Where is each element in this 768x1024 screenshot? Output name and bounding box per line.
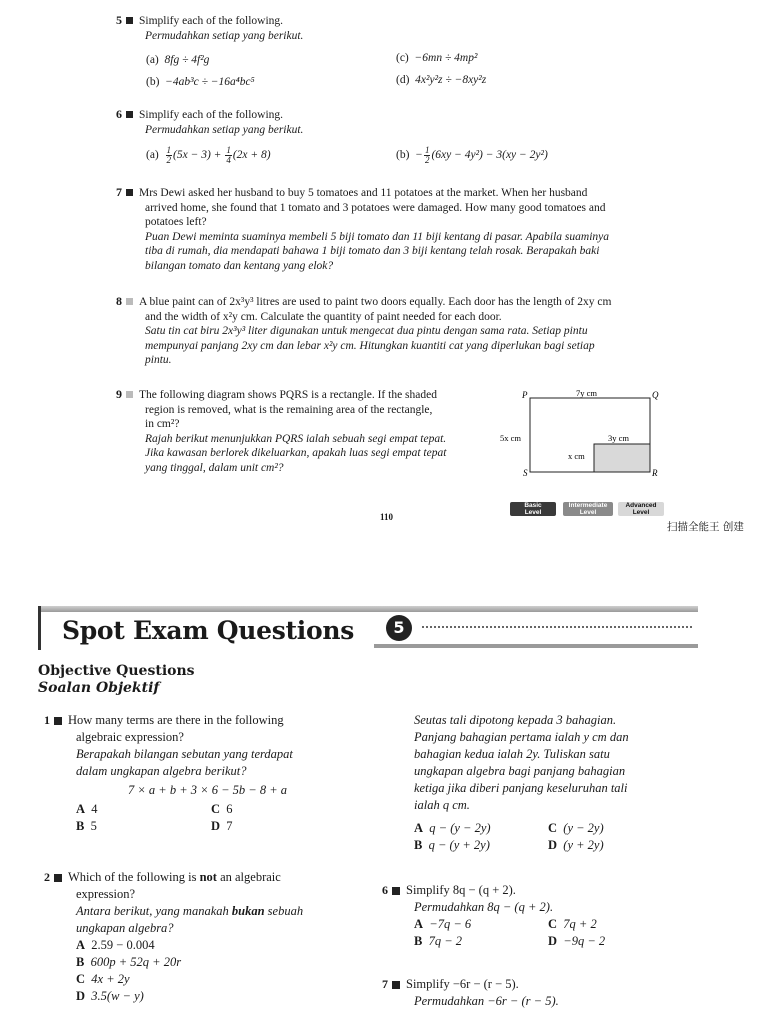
difficulty-square-icon xyxy=(126,189,133,196)
question-text-my: mempunyai panjang 2xy cm dan lebar x²y cm. Hitungkan kuantiti cat yang diperlukan bagi setiap xyxy=(145,339,595,352)
question-text-my: Permudahkan 8q − (q + 2). xyxy=(414,900,554,914)
objective-question-5-continued: Seutas tali dipotong kepada 3 bahagian. Panjang bahagian pertama ialah y cm dan bahagian kedua ialah 2y. Tuliskan satu ungkapan algebra bagi panjang bahagian ketiga jika diberi panjang keseluruhan tali ialah q cm. A q − (y − 2y) C (y − 2y) B q − (y + 2y) D (y + 2y) xyxy=(414,713,629,852)
chapter-badge: 5 xyxy=(386,615,412,641)
shaded-region xyxy=(594,444,650,472)
option-c: 6 xyxy=(226,802,233,816)
banner-left-rule xyxy=(38,606,41,650)
question-text-en: Simplify each of the following. xyxy=(139,15,284,27)
question-text-en: A blue paint can of 2x³y³ litres are used to paint two doors equally. Each door has the length of 2xy cm xyxy=(139,296,612,308)
question-number: 6 xyxy=(382,883,388,897)
option-c: 4x + 2y xyxy=(91,972,130,986)
option-d: (y + 2y) xyxy=(563,838,604,852)
vertex-s: S xyxy=(523,468,528,478)
question-text-en: potatoes left? xyxy=(145,216,207,228)
question-number: 7 xyxy=(382,977,388,991)
fraction: $\frac{1}{4}$ xyxy=(226,145,231,165)
objective-question-2: 2 Which of the following is not an algebraic expression? Antara berikut, yang manakah bukan sebuah ungkapan algebra? A 2.59 − 0.004 B 600p + 52q + 20r C 4x + 2y D 3.5(w − y) xyxy=(44,870,304,1003)
option-a: 2.59 − 0.004 xyxy=(91,938,155,952)
difficulty-square-icon xyxy=(54,874,62,882)
difficulty-square-icon xyxy=(126,298,133,305)
question-5 xyxy=(116,13,303,43)
question-text-en: algebraic expression? xyxy=(76,730,184,744)
algebraic-expression: 7 × a + b + 3 × 6 − 5b − 8 + a xyxy=(128,783,288,797)
question-text-en: Simplify −6r − (r − 5). xyxy=(406,977,519,991)
q6-part-a: (a) $\frac{1}{2}$ (5x − 3) + $\frac{1}{4}$ (2x + 8) xyxy=(146,145,271,165)
section-title-my: Soalan Objektif xyxy=(38,680,160,696)
difficulty-square-icon xyxy=(126,391,133,398)
question-text-en: Simplify 8q − (q + 2). xyxy=(406,883,516,897)
banner-top-bar xyxy=(38,606,698,612)
difficulty-square-icon xyxy=(54,717,62,725)
objective-question-1: 1 How many terms are there in the following algebraic expression? Berapakah bilangan sebutan yang terdapat dalam ungkapan algebra berikut? 7 × a + b + 3 × 6 − 5b − 8 + a A 4 C 6 B 5 D 7 xyxy=(44,712,364,835)
option-d: 7 xyxy=(226,819,233,833)
question-text-en: Mrs Dewi asked her husband to buy 5 tomatoes and 11 potatoes at the market. When her husband xyxy=(139,187,588,199)
option-b: 5 xyxy=(90,819,97,833)
vertex-p: P xyxy=(522,390,528,400)
objective-question-6: 6 Simplify 8q − (q + 2). Permudahkan 8q − (q + 2). A −7q − 6 C 7q + 2 B 7q − 2 D −9q − 2 xyxy=(382,882,712,950)
question-text-my: yang tinggal, dalam unit cm²? xyxy=(145,461,284,474)
banner-bottom-bar xyxy=(374,644,698,648)
vertex-r: R xyxy=(652,468,658,478)
page-number: 110 xyxy=(380,512,394,522)
label-left: 5x cm xyxy=(500,433,522,443)
question-text-my: pintu. xyxy=(145,354,172,366)
difficulty-square-icon xyxy=(392,981,400,989)
question-text-en: The following diagram shows PQRS is a rectangle. If the shaded xyxy=(139,389,437,401)
option-b: 600p + 52q + 20r xyxy=(90,955,182,969)
question-9 xyxy=(116,387,486,475)
question-text-my: tiba di rumah, dia mendapati bahawa 1 biji tomato dan 3 biji kentang telah rosak. Berapakah baki xyxy=(145,245,600,257)
option-a: 4 xyxy=(91,802,98,816)
vertex-q: Q xyxy=(652,390,659,400)
fraction: $\frac{1}{2}$ xyxy=(424,145,430,165)
question-text-en: region is removed, what is the remaining area of the rectangle, xyxy=(145,403,433,416)
question-text-my: dalam ungkapan algebra berikut? xyxy=(76,764,247,778)
question-text-my: Permudahkan −6r − (r − 5). xyxy=(414,994,559,1008)
question-6 xyxy=(116,107,303,137)
question-number: 7 xyxy=(116,185,122,199)
question-text-my: Rajah berikut menunjukkan PQRS ialah sebuah segi empat tepat. xyxy=(145,432,447,445)
option-d: 3.5(w − y) xyxy=(91,989,144,1003)
question-text-en: How many terms are there in the following xyxy=(68,713,284,727)
question-8 xyxy=(116,294,676,368)
question-text-en: and the width of x²y cm. Calculate the quantity of paint needed for each door. xyxy=(145,310,502,323)
difficulty-square-icon xyxy=(126,17,133,24)
question-number: 6 xyxy=(116,107,122,121)
question-number: 2 xyxy=(44,870,50,884)
question-text-my: Berapakah bilangan sebutan yang terdapat xyxy=(76,747,293,761)
question-text-my: Permudahkan setiap yang berikut. xyxy=(145,123,304,136)
question-text-my: bilangan tomato dan kentang yang elok? xyxy=(145,259,334,272)
rectangle-pqrs-diagram xyxy=(496,384,666,480)
banner-dots xyxy=(422,626,692,628)
objective-question-7 xyxy=(382,976,712,1010)
section-title-en: Objective Questions xyxy=(38,663,195,679)
option-b: q − (y + 2y) xyxy=(428,838,490,852)
q5-part-a: (a) 8fg ÷ 4f²g xyxy=(146,54,210,66)
q6-part-b: (b) − $\frac{1}{2}$ (6xy − 4y²) − 3(xy − 2y²) xyxy=(396,145,548,165)
difficulty-square-icon xyxy=(126,111,133,118)
question-number: 5 xyxy=(116,13,122,27)
question-number: 8 xyxy=(116,294,122,308)
label-shade-width: x cm xyxy=(568,451,585,461)
option-a: q − (y − 2y) xyxy=(429,821,491,835)
question-text-my: Puan Dewi meminta suaminya membeli 5 biji tomato dan 11 biji kentang di pasar. Apabila suaminya xyxy=(145,230,610,243)
option-c: (y − 2y) xyxy=(563,821,604,835)
fraction: $\frac{1}{2}$ xyxy=(166,145,172,165)
banner-title: Spot Exam Questions xyxy=(62,616,354,645)
q5-part-c: (c) −6mn ÷ 4mp² xyxy=(396,52,478,64)
question-7 xyxy=(116,185,676,273)
question-text-my: Jika kawasan berlorek dikeluarkan, apakah luas segi empat tepat xyxy=(145,447,447,459)
question-text-my: Satu tin cat biru 2x³y³ liter digunakan untuk mengecat dua pintu dengan sama rata. Setiap pintu xyxy=(145,325,588,337)
difficulty-square-icon xyxy=(392,887,400,895)
banner xyxy=(38,606,698,650)
label-shade-height: 3y cm xyxy=(608,433,630,443)
question-text-en: in cm²? xyxy=(145,418,180,430)
question-text-en: arrived home, she found that 1 tomato and 3 potatoes were damaged. How many good tomatoes and xyxy=(145,201,606,214)
option-d: −9q − 2 xyxy=(563,934,606,948)
option-c: 7q + 2 xyxy=(563,917,597,931)
question-text-my: Permudahkan setiap yang berikut. xyxy=(145,29,304,42)
level-badge-intermediate: Intermediate Level xyxy=(563,502,613,516)
question-text-en: Simplify each of the following. xyxy=(139,109,284,121)
level-badge-basic: Basic Level xyxy=(510,502,556,516)
label-top: 7y cm xyxy=(576,388,598,398)
question-number: 9 xyxy=(116,387,122,401)
question-number: 1 xyxy=(44,713,50,727)
q5-part-b: (b) −4ab³c ÷ −16a⁴bc⁵ xyxy=(146,76,255,88)
scanner-watermark: 扫描全能王 创建 xyxy=(667,521,744,533)
option-b: 7q − 2 xyxy=(428,934,463,948)
q5-part-d: (d) 4x²y²z ÷ −8xy²z xyxy=(396,74,487,86)
option-a: −7q − 6 xyxy=(429,917,472,931)
level-badge-advanced: Advanced Level xyxy=(618,502,664,516)
